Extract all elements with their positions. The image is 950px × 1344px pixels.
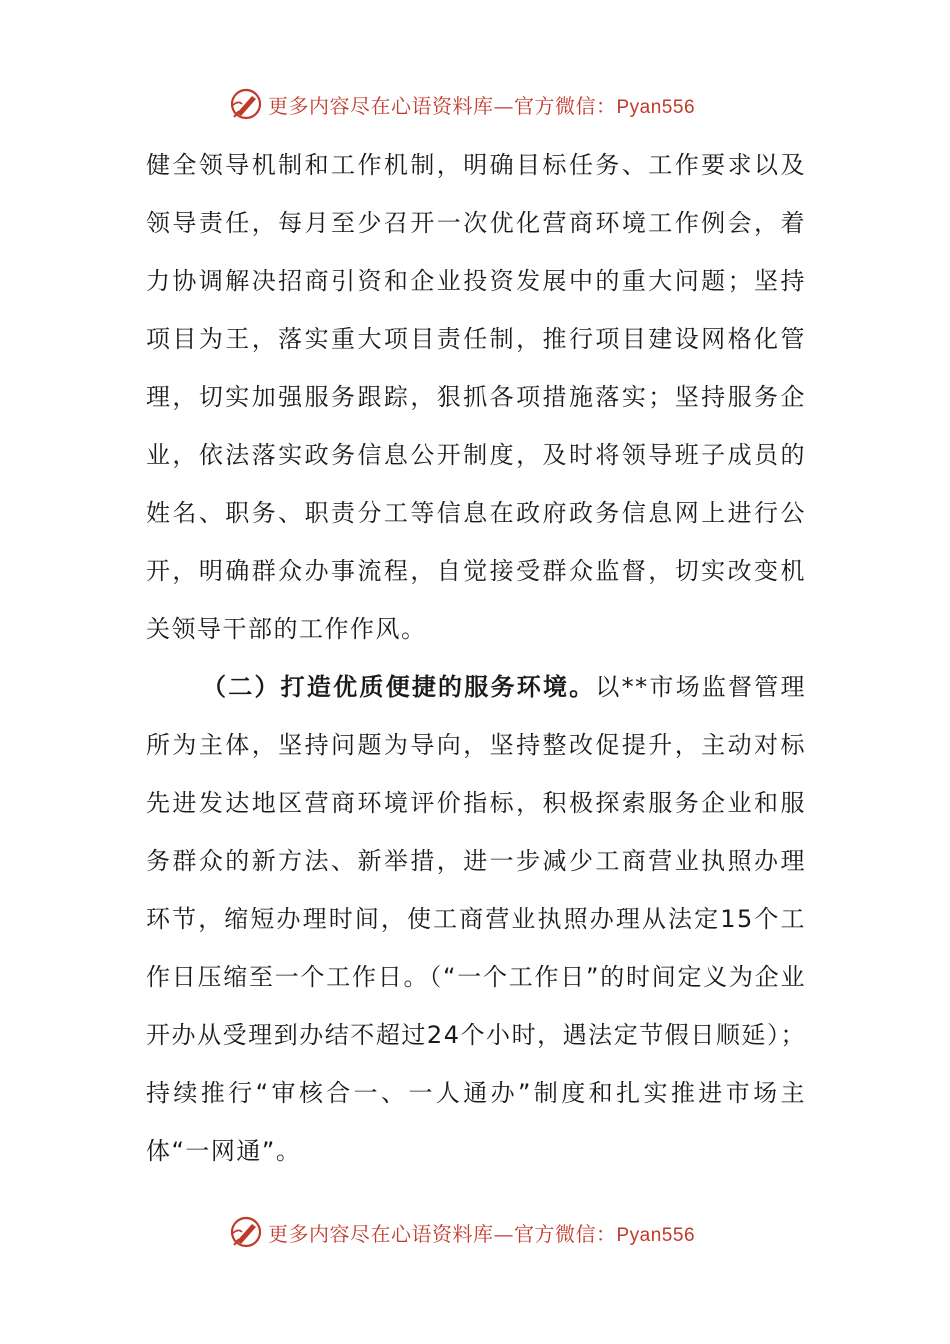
- pen-circle-logo-icon: [228, 1214, 264, 1250]
- paragraph-1: 健全领导机制和工作机制，明确目标任务、工作要求以及领导责任，每月至少召开一次优化营商环境工作例会，着力协调解决招商引资和企业投资发展中的重大问题；坚持项目为王，落实重大项目责任制，推行项目建设网格化管理，切实加强服务跟踪，狠抓各项措施落实；坚持服务企业，依法落实政务信息公开制度，及时将领导班子成员的姓名、职务、职责分工等信息在政府政务信息网上进行公开，明确群众办事流程，自觉接受群众监督，切实改变机关领导干部的工作作风。: [146, 151, 806, 643]
- banner-text-cn: 更多内容尽在心语资料库—官方微信：: [268, 93, 617, 118]
- header-banner: [228, 84, 728, 124]
- footer-banner: [228, 1212, 728, 1252]
- document-body: [146, 136, 806, 1180]
- banner-text-latin: Pyan556: [616, 96, 696, 118]
- banner-text: [268, 1218, 695, 1247]
- section-heading: （二）打造优质便捷的服务环境。: [202, 673, 596, 701]
- pen-circle-logo-icon: [228, 86, 264, 122]
- banner-text: [268, 90, 695, 119]
- paragraph-2: [146, 658, 806, 1180]
- paragraph-2-body: 以**市场监督管理所为主体，坚持问题为导向，坚持整改促提升，主动对标先进发达地区营商环境评价指标，积极探索服务企业和服务群众的新方法、新举措，进一步减少工商营业执照办理环节，缩短办理时间，使工商营业执照办理从法定15个工作日压缩至一个工作日。（“一个工作日”的时间定义为企业开办从受理到办结不超过24个小时，遇法定节假日顺延）；持续推行“审核合一、一人通办”制度和扎实推进市场主体“一网通”。: [146, 673, 807, 1165]
- banner-text-latin: Pyan556: [616, 1224, 696, 1246]
- banner-text-cn: 更多内容尽在心语资料库—官方微信：: [268, 1221, 617, 1246]
